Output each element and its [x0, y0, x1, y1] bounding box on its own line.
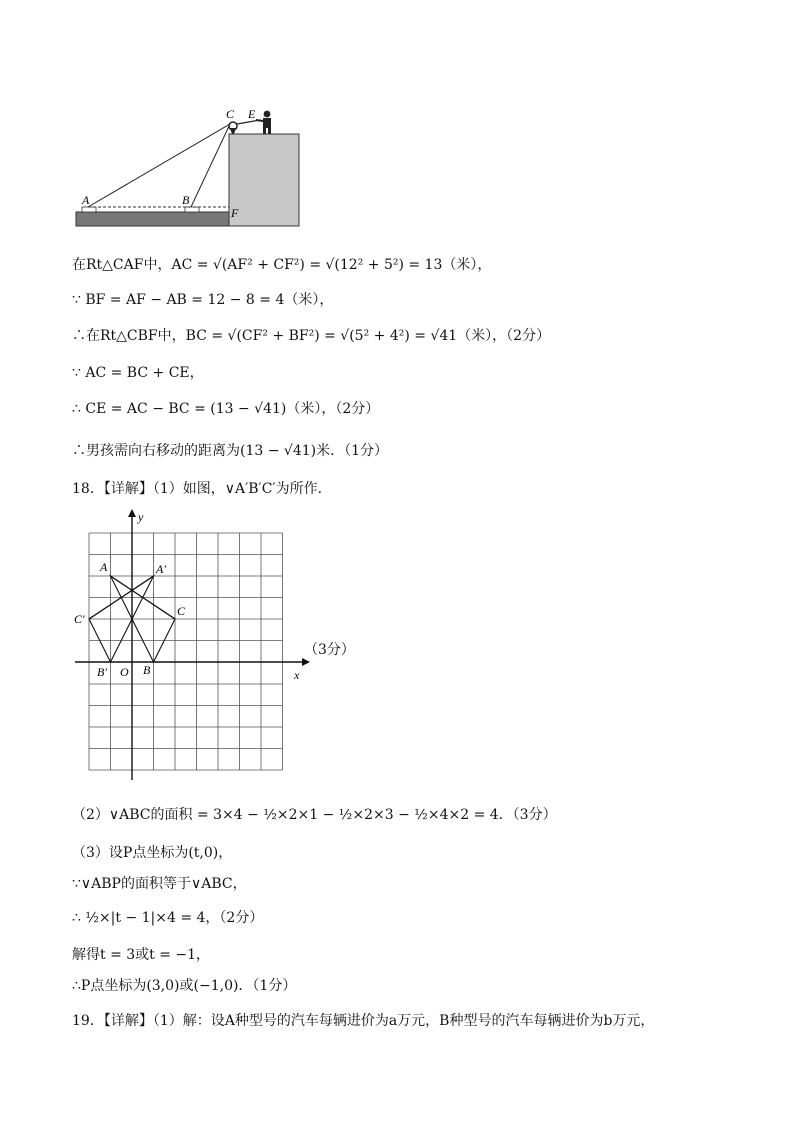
- solution-line-10: ∵∨ABP的面积等于∨ABC，: [72, 876, 247, 892]
- point-B-prime: B′: [97, 665, 107, 679]
- label-E: E: [248, 107, 256, 121]
- grid-score: （3分）: [304, 642, 355, 658]
- problem-18-heading: 18．【详解】（1）如图，∨A′B′C′为所作．: [72, 481, 332, 497]
- point-A: A: [100, 560, 108, 574]
- person-icon: [256, 111, 271, 134]
- solution-line-11: ∴ ½×|t − 1|×4 = 4，（2分）: [72, 910, 264, 926]
- solution-line-4: ∵ AC = BC + CE，: [72, 365, 204, 381]
- point-A-prime: A′: [156, 562, 166, 576]
- solution-line-9: （3）设P点坐标为(t,0)，: [72, 845, 233, 861]
- solution-line-1: 在Rt△CAF中，AC = √(AF² + CF²) = √(12² + 5²) = 13（米），: [72, 257, 492, 273]
- line-BC: [191, 124, 230, 207]
- building: [229, 134, 299, 226]
- solution-line-6: ∴男孩需向右移动的距离为(13 − √41)米．（1分）: [72, 443, 389, 459]
- solution-line-2: ∵ BF = AF − AB = 12 − 8 = 4（米），: [72, 292, 334, 308]
- solution-line-13: ∴P点坐标为(3,0)或(−1,0)．（1分）: [72, 978, 297, 994]
- origin-label: O: [120, 665, 129, 679]
- label-F: F: [231, 206, 239, 220]
- coordinate-grid-figure: [70, 505, 315, 785]
- line-AC: [88, 124, 230, 207]
- x-axis-label: x: [294, 668, 300, 682]
- ground: [76, 212, 229, 226]
- y-axis-label: y: [138, 510, 144, 524]
- point-C: C: [177, 604, 186, 618]
- problem-19-heading: 19．【详解】（1）解：设A种型号的汽车每辆进价为a万元，B种型号的汽车每辆进价为b万元，: [72, 1013, 655, 1029]
- point-B: B: [143, 663, 151, 677]
- label-B: B: [182, 193, 190, 207]
- label-A: A: [82, 193, 90, 207]
- building-ladder-figure: [70, 100, 310, 232]
- solution-line-3: ∴在Rt△CBF中，BC = √(CF² + BF²) = √(5² + 4²) = √41（米），（2分）: [72, 328, 551, 344]
- solution-line-5: ∴ CE = AC − BC = (13 − √41)（米），（2分）: [72, 401, 380, 417]
- point-C-prime: C′: [74, 612, 85, 626]
- label-C: C: [226, 107, 235, 121]
- solution-line-12: 解得t = 3或t = −1，: [72, 947, 211, 963]
- grid-lines: [89, 533, 283, 770]
- solution-line-8: （2）∨ABC的面积 = 3×4 − ½×2×1 − ½×2×3 − ½×4×2 = 4．（3分）: [72, 807, 557, 823]
